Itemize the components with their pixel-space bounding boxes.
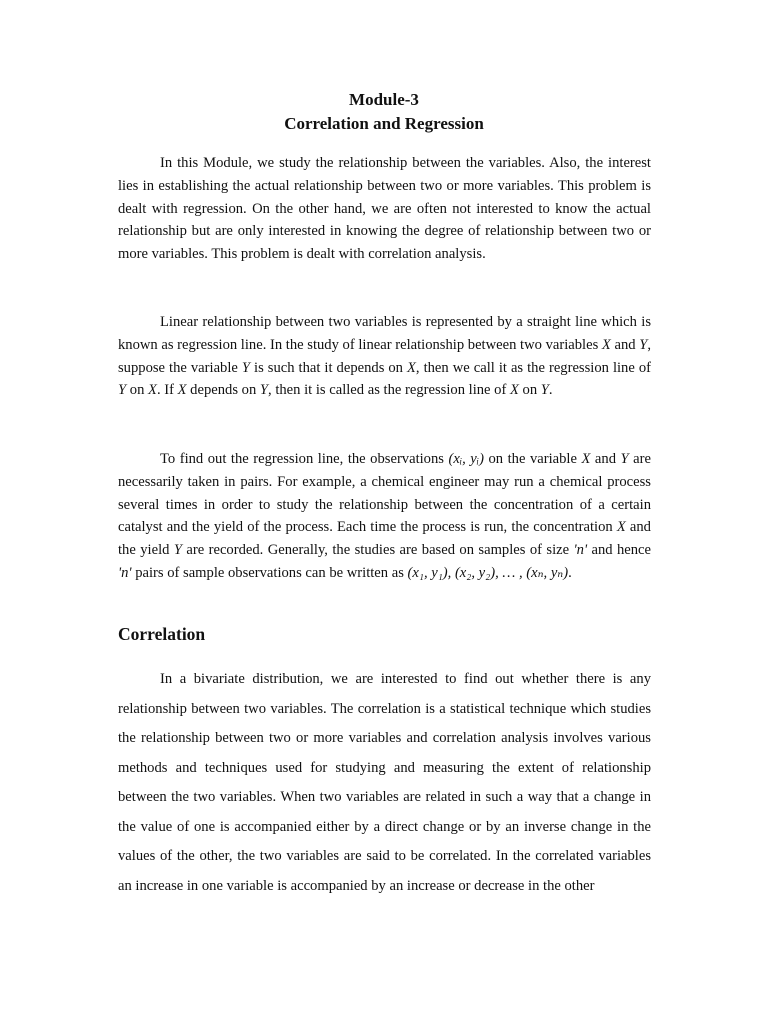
math-var: Y	[241, 359, 251, 376]
math-var: X	[509, 382, 519, 399]
math-var: Y	[620, 451, 629, 467]
math-var: 'n'	[118, 564, 132, 581]
math-expression: (x₁, y₁), (x₂, y₂), … , (xₙ, yₙ)	[407, 564, 569, 581]
text: on	[126, 382, 149, 399]
text: and	[590, 451, 621, 467]
text: on	[518, 382, 541, 399]
math-var: Y	[540, 382, 549, 399]
math-var: 'n'	[573, 542, 588, 559]
intro-paragraph-1: In this Module, we study the relationship between the variables. Also, the interest lies in establishing the actual relationship between two or more variables. This problem is dealt with regression. On the other hand, we are often not interested to know the actual relationship but are only interested in knowing the degree of relationship between two or more variables. This problem is dealt with correlation analysis.	[118, 155, 651, 263]
text: on the variable	[483, 451, 582, 467]
math-var: Y	[259, 382, 269, 399]
math-var: X	[407, 359, 416, 376]
module-title: Module-3	[349, 90, 419, 109]
text: Linear relationship between two variables is represented by a straight line which is known as regression line. In the study of linear relationship between two variables	[118, 314, 651, 353]
text: and hence	[587, 542, 651, 559]
text: , then we call it as the regression line of	[415, 359, 651, 376]
text: are necessarily taken in pairs. For example, a chemical engineer may run a chemical process several times in order to study the relationship between the concentration of a certain catalyst and the yield of the process. Each time the process is run, the concentration	[118, 451, 651, 536]
text: . If	[156, 382, 178, 399]
math-var: Y	[118, 382, 127, 399]
text: and the yield	[118, 519, 651, 559]
correlation-paragraph: In a bivariate distribution, we are interested to find out whether there is any relationship between two variables. The correlation is a statistical technique which studies the relationship between two or more variables and correlation analysis involves various methods and techniques used for studying and measuring the extent of relationship between the two variables. When two variables are related in such a way that a change in the value of one is accompanied either by a direct change or by an inverse change in the values of the other, the two variables are said to be correlated. In the correlated variables an increase in one variable is accompanied by an increase or decrease in the other	[118, 671, 651, 894]
section-heading: Correlation	[118, 624, 206, 644]
text: .	[568, 564, 572, 581]
text: .	[548, 382, 553, 399]
text: is such that it depends on	[250, 359, 407, 376]
math-var: X	[177, 382, 187, 399]
text: , suppose the variable	[118, 336, 651, 376]
math-expression: (xᵢ, yᵢ)	[448, 451, 484, 467]
text: are recorded. Generally, the studies are based on samples of size	[181, 542, 574, 559]
math-var: X	[616, 519, 626, 536]
title-block	[0, 88, 768, 136]
text: , then it is called as the regression line of	[268, 382, 510, 399]
text: and	[610, 336, 640, 353]
text: pairs of sample observations can be written as	[131, 564, 408, 581]
text: depends on	[186, 382, 260, 399]
intro-paragraph-3	[118, 448, 651, 585]
intro-paragraph-2	[118, 311, 651, 402]
math-var: Y	[173, 542, 182, 559]
math-var: Y	[639, 336, 648, 353]
text: To find out the regression line, the observations	[160, 451, 449, 467]
math-var: X	[581, 451, 591, 467]
math-var: X	[148, 382, 157, 399]
subject-title: Correlation and Regression	[284, 114, 484, 133]
math-var: X	[601, 336, 611, 353]
